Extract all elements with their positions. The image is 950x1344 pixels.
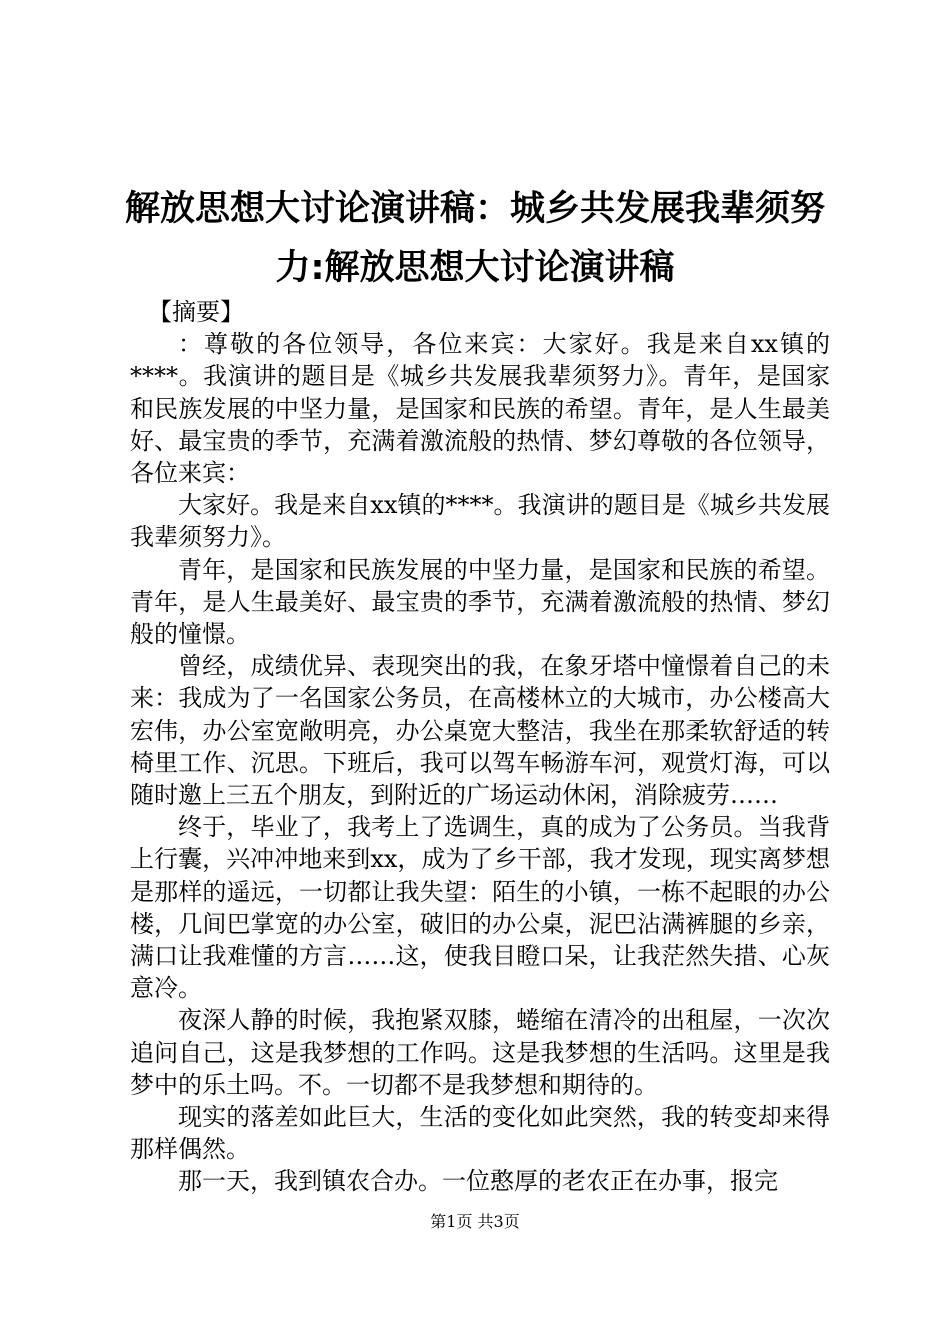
paragraph-5: 终于，毕业了，我考上了选调生，真的成为了公务员。当我背上行囊，兴冲冲地来到xx，成为了乡干部，我才发现，现实离梦想是那样的遥远，一切都让我失望：陌生的小镇，一栋不起眼的办公楼，几间巴掌宽的办公室，破旧的办公桌，泥巴沾满裤腿的乡亲，满口让我难懂的方言……这，使我目瞪口呆，让我茫然失措、心灰意冷。 — [130, 813, 830, 1003]
paragraph-2: 大家好。我是来自xx镇的****。我演讲的题目是《城乡共发展我辈须努力》。 — [130, 491, 830, 552]
paragraph-8: 那一天，我到镇农合办。一位憨厚的老农正在办事，报完 — [178, 1167, 778, 1196]
paragraph-6: 夜深人静的时候，我抱紧双膝，蜷缩在清冷的出租屋，一次次追问自己，这是我梦想的工作吗。这是我梦想的生活吗。这里是我梦中的乐土吗。不。一切都不是我梦想和期待的。 — [130, 1006, 830, 1099]
paragraph-4: 曾经，成绩优异、表现突出的我，在象牙塔中憧憬着自己的未来：我成为了一名国家公务员，在高楼林立的大城市，办公楼高大宏伟，办公室宽敞明亮，办公桌宽大整洁，我坐在那柔软舒适的转椅里工作、沉思。下班后，我可以驾车畅游车河，观赏灯海，可以随时邀上三五个朋友，到附近的广场运动休闲，消除疲劳…… — [130, 652, 830, 810]
page-footer: 第1页 共3页 — [430, 1212, 520, 1231]
abstract-label: 【摘要】 — [148, 298, 244, 326]
document-title: 解放思想大讨论演讲稿：城乡共发展我辈须努力:解放思想大讨论演讲稿 — [124, 189, 825, 288]
paragraph-3: 青年，是国家和民族发展的中坚力量，是国家和民族的希望。青年，是人生最美好、最宝贵的季节，充满着激流般的热情、梦幻般的憧憬。 — [130, 555, 830, 649]
paragraph-7: 现实的落差如此巨大，生活的变化如此突然，我的转变却来得那样偶然。 — [130, 1103, 830, 1164]
paragraph-1: ：尊敬的各位领导，各位来宾：大家好。我是来自xx镇的****。我演讲的题目是《城乡共发展我辈须努力》。青年，是国家和民族发展的中坚力量，是国家和民族的希望。青年，是人生最美好、最宝贵的季节，充满着激流般的热情、梦幻尊敬的各位领导，各位来宾： — [130, 330, 830, 488]
document-body — [130, 296, 830, 1198]
